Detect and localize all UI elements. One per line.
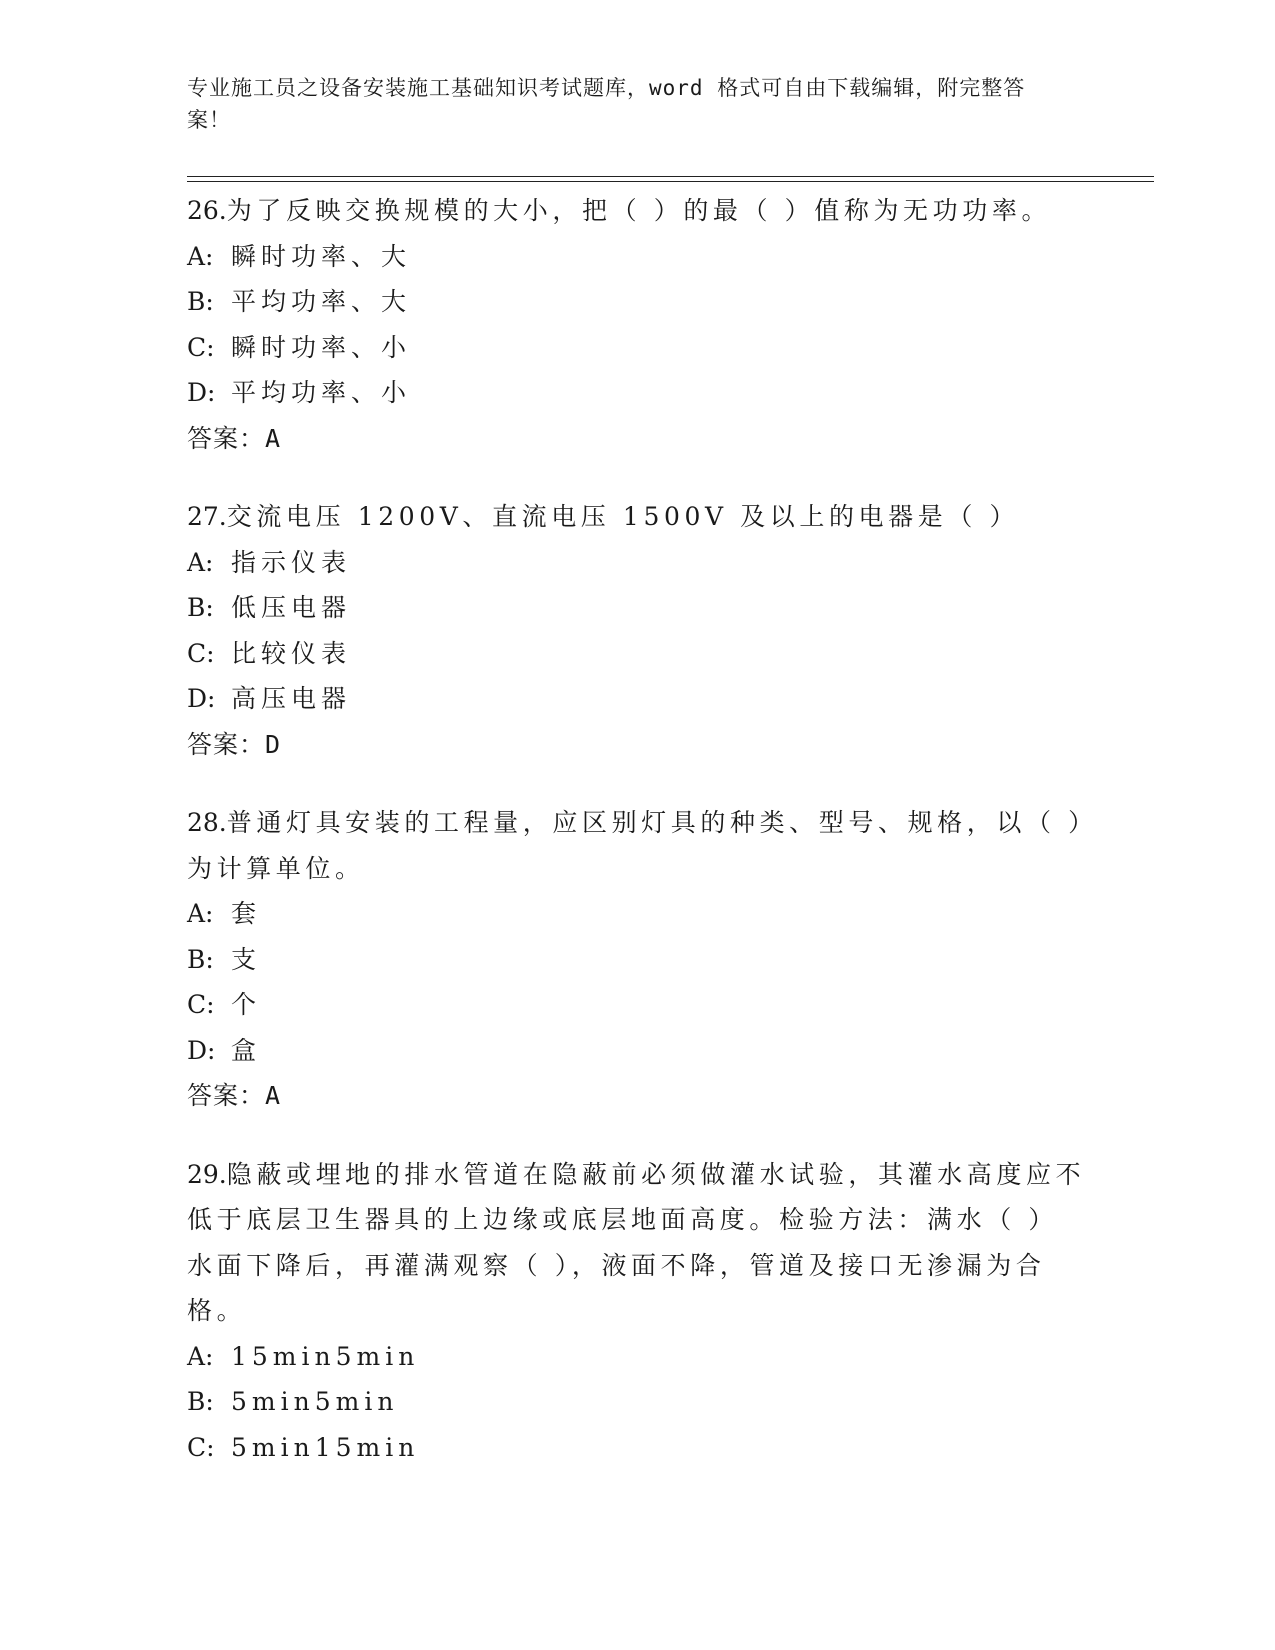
option-c xyxy=(187,1425,1087,1471)
option-a xyxy=(187,234,1087,280)
option-letter: B: xyxy=(187,1387,214,1416)
question-number: 26. xyxy=(187,196,227,225)
option-letter: B: xyxy=(187,593,214,622)
option-c xyxy=(187,325,1087,371)
header-divider-bottom xyxy=(187,181,1154,182)
answer-line: 答案：D xyxy=(187,729,282,759)
document-header: 专业施工员之设备安装施工基础知识考试题库，word 格式可自由下载编辑，附完整答案！ xyxy=(187,76,1026,132)
question-text: 交流电压 1200V、直流电压 1500V 及以上的电器是（ ） xyxy=(226,502,1020,531)
option-letter: A: xyxy=(187,899,214,928)
option-letter: A: xyxy=(187,1341,214,1371)
option-text: 平均功率、大 xyxy=(231,287,412,316)
question-stem xyxy=(187,800,1087,891)
question-list xyxy=(187,188,1087,1503)
answer-line: 答案：A xyxy=(187,423,282,453)
option-text: 套 xyxy=(231,899,262,928)
question-stem xyxy=(187,494,1087,540)
option-letter: D: xyxy=(187,684,216,713)
answer-line: 答案：A xyxy=(187,1081,282,1110)
option-text: 比较仪表 xyxy=(231,638,352,668)
option-letter: C: xyxy=(187,1432,215,1462)
option-d xyxy=(187,676,1087,722)
question-stem xyxy=(187,1152,1087,1334)
option-letter: D: xyxy=(187,378,216,407)
option-a xyxy=(187,891,1087,937)
option-letter: C: xyxy=(187,332,215,362)
question-28 xyxy=(187,800,1087,1119)
option-letter: B: xyxy=(187,287,214,316)
option-a xyxy=(187,540,1087,586)
option-d xyxy=(187,370,1087,416)
question-number: 29. xyxy=(187,1159,227,1189)
option-c xyxy=(187,982,1087,1028)
option-a xyxy=(187,1334,1087,1380)
option-text: 低压电器 xyxy=(231,593,352,622)
option-d xyxy=(187,1028,1087,1074)
option-text: 15min5min xyxy=(231,1341,420,1371)
option-b xyxy=(187,937,1087,983)
option-text: 5min5min xyxy=(231,1387,399,1416)
question-number: 28. xyxy=(187,808,227,837)
option-letter: A: xyxy=(187,241,214,271)
option-text: 盒 xyxy=(231,1035,262,1065)
option-letter: C: xyxy=(187,638,215,668)
option-text: 个 xyxy=(231,990,262,1019)
option-c xyxy=(187,631,1087,677)
option-b xyxy=(187,1379,1087,1425)
header-divider-top xyxy=(187,176,1154,177)
option-text: 高压电器 xyxy=(231,684,352,713)
option-b xyxy=(187,585,1087,631)
question-stem xyxy=(187,188,1087,234)
question-number: 27. xyxy=(187,502,227,531)
question-text: 普通灯具安装的工程量，应区别灯具的种类、型号、规格，以（ ）为计算单位。 xyxy=(187,808,1086,883)
option-b xyxy=(187,279,1087,325)
option-text: 瞬时功率、大 xyxy=(231,241,412,271)
question-text: 为了反映交换规模的大小，把（ ）的最（ ）值称为无功功率。 xyxy=(226,196,1052,225)
question-27 xyxy=(187,494,1087,767)
option-letter: A: xyxy=(187,547,214,577)
option-text: 指示仪表 xyxy=(231,547,352,577)
option-text: 5min15min xyxy=(231,1432,420,1462)
option-letter: D: xyxy=(187,1035,216,1065)
question-text: 隐蔽或埋地的排水管道在隐蔽前必须做灌水试验，其灌水高度应不低于底层卫生器具的上边缘或底层地面高度。检验方法：满水（ ）水面下降后，再灌满观察（ ），液面不降，管道及接口无渗漏为合格。 xyxy=(187,1159,1086,1325)
option-letter: B: xyxy=(187,944,214,974)
option-text: 瞬时功率、小 xyxy=(231,332,412,362)
option-text: 支 xyxy=(231,944,262,974)
option-text: 平均功率、小 xyxy=(231,378,412,407)
option-letter: C: xyxy=(187,990,215,1019)
question-29 xyxy=(187,1152,1087,1471)
question-26 xyxy=(187,188,1087,461)
